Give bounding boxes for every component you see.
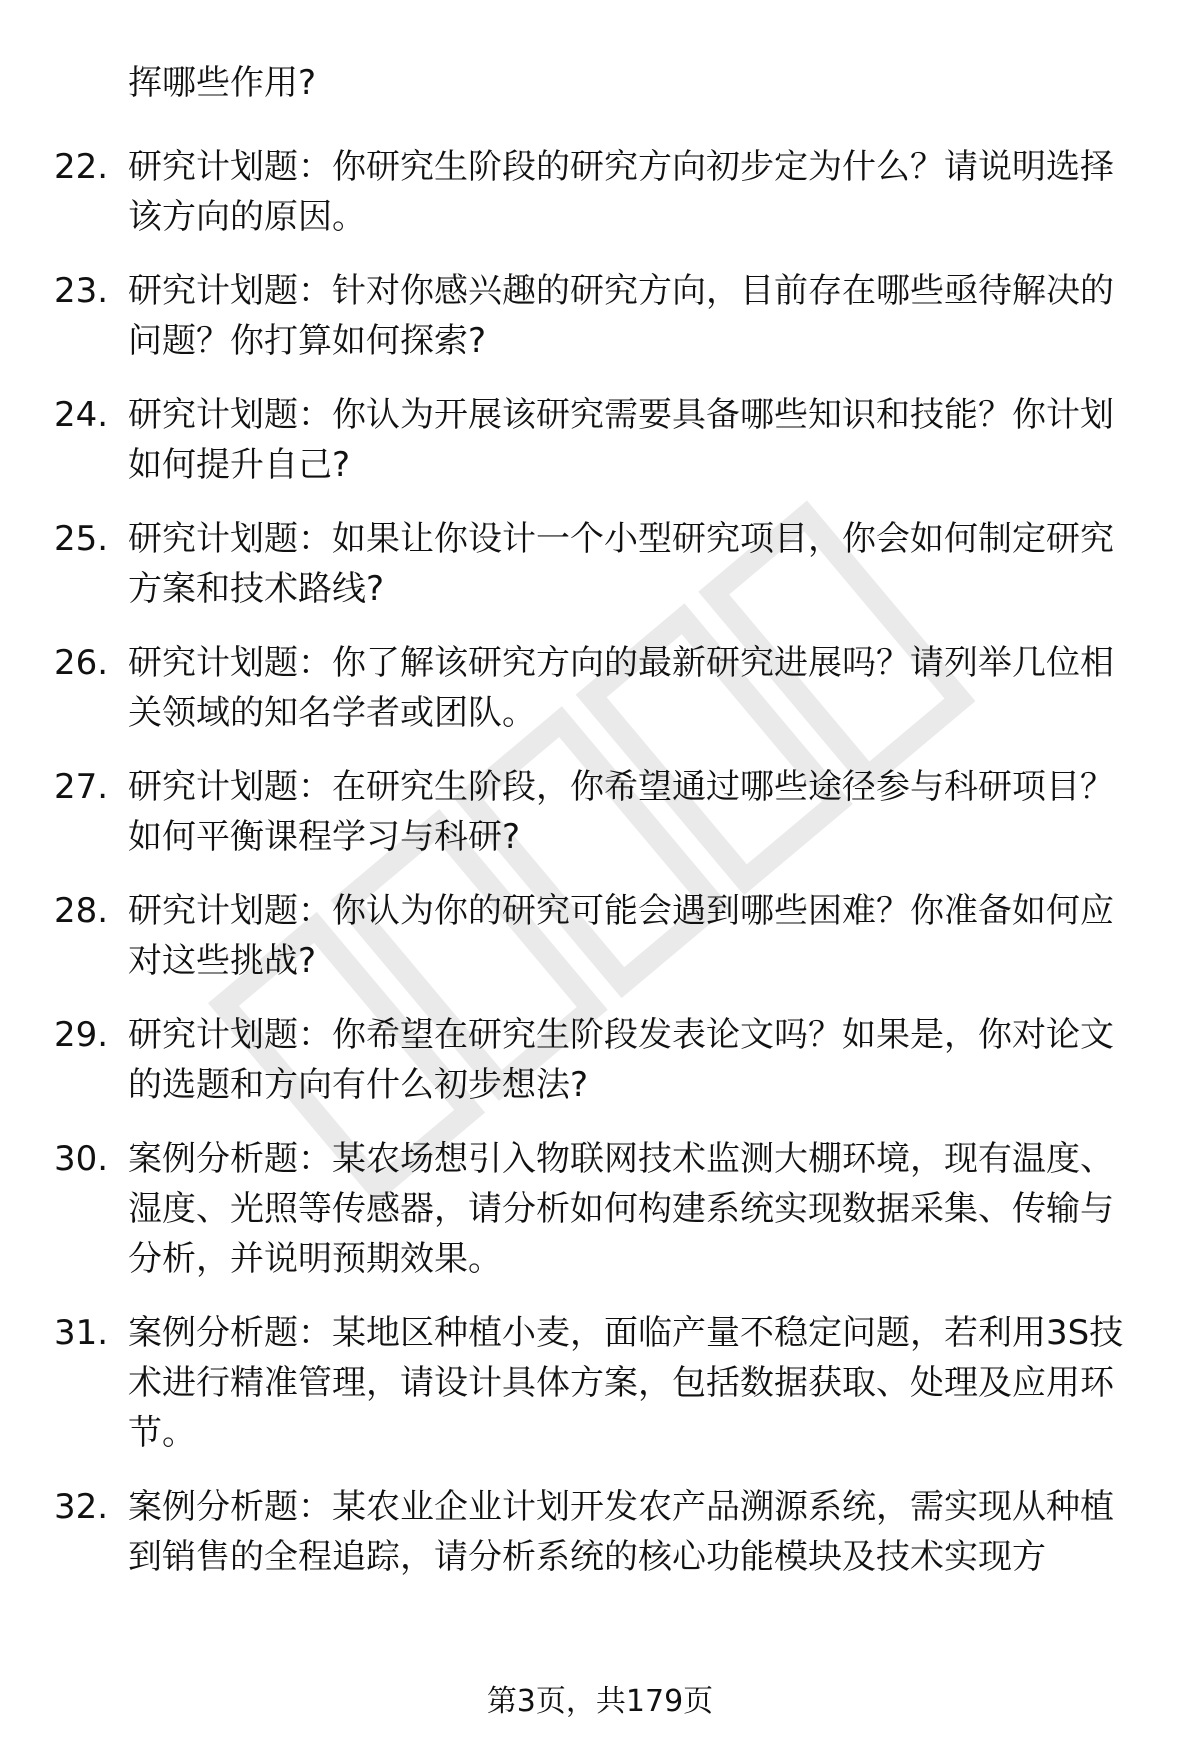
continuation-text: 挥哪些作用?: [128, 63, 317, 103]
question-item: [0, 762, 1138, 862]
question-text: 研究计划题：你认为你的研究可能会遇到哪些困难？你准备如何应对这些挑战?: [128, 891, 1114, 981]
question-item: [0, 1308, 1138, 1458]
question-text: 研究计划题：你认为开展该研究需要具备哪些知识和技能？你计划如何提升自己?: [128, 395, 1114, 485]
question-number: 27.: [54, 767, 109, 807]
question-number: 32.: [54, 1487, 109, 1527]
question-number: 28.: [54, 891, 109, 931]
question-text: 案例分析题：某农场想引入物联网技术监测大棚环境，现有温度、湿度、光照等传感器，请分析如何构建系统实现数据采集、传输与分析，并说明预期效果。: [128, 1139, 1114, 1279]
question-item: [0, 142, 1138, 242]
question-text: 案例分析题：某地区种植小麦，面临产量不稳定问题，若利用3S技术进行精准管理，请设计具体方案，包括数据获取、处理及应用环节。: [128, 1313, 1124, 1453]
question-number: 26.: [54, 643, 109, 683]
question-item: [0, 886, 1138, 986]
question-list: [0, 142, 1200, 1606]
question-item: [0, 638, 1138, 738]
page-footer: 第3页，共179页: [486, 1684, 714, 1719]
question-text: 研究计划题：针对你感兴趣的研究方向，目前存在哪些亟待解决的问题？你打算如何探索?: [128, 271, 1114, 361]
question-item: [0, 266, 1138, 366]
question-text: 研究计划题：你研究生阶段的研究方向初步定为什么？请说明选择该方向的原因。: [128, 147, 1114, 237]
question-text: 研究计划题：你希望在研究生阶段发表论文吗？如果是，你对论文的选题和方向有什么初步想法?: [128, 1015, 1114, 1105]
question-item: [0, 1482, 1138, 1582]
question-item: [0, 390, 1138, 490]
question-number: 31.: [54, 1313, 109, 1353]
question-number: 30.: [54, 1139, 109, 1179]
question-number: 24.: [54, 395, 109, 435]
question-number: 23.: [54, 271, 109, 311]
question-number: 22.: [54, 147, 109, 187]
question-text: 研究计划题：你了解该研究方向的最新研究进展吗？请列举几位相关领域的知名学者或团队。: [128, 643, 1114, 733]
question-text: 研究计划题：如果让你设计一个小型研究项目，你会如何制定研究方案和技术路线?: [128, 519, 1114, 609]
question-item: [0, 1134, 1138, 1284]
question-number: 25.: [54, 519, 109, 559]
question-number: 29.: [54, 1015, 109, 1055]
question-text: 案例分析题：某农业企业计划开发农产品溯源系统，需实现从种植到销售的全程追踪，请分析系统的核心功能模块及技术实现方: [128, 1487, 1114, 1577]
question-item: [0, 514, 1138, 614]
question-item: [0, 1010, 1138, 1110]
question-text: 研究计划题：在研究生阶段，你希望通过哪些途径参与科研项目？如何平衡课程学习与科研?: [128, 767, 1114, 857]
